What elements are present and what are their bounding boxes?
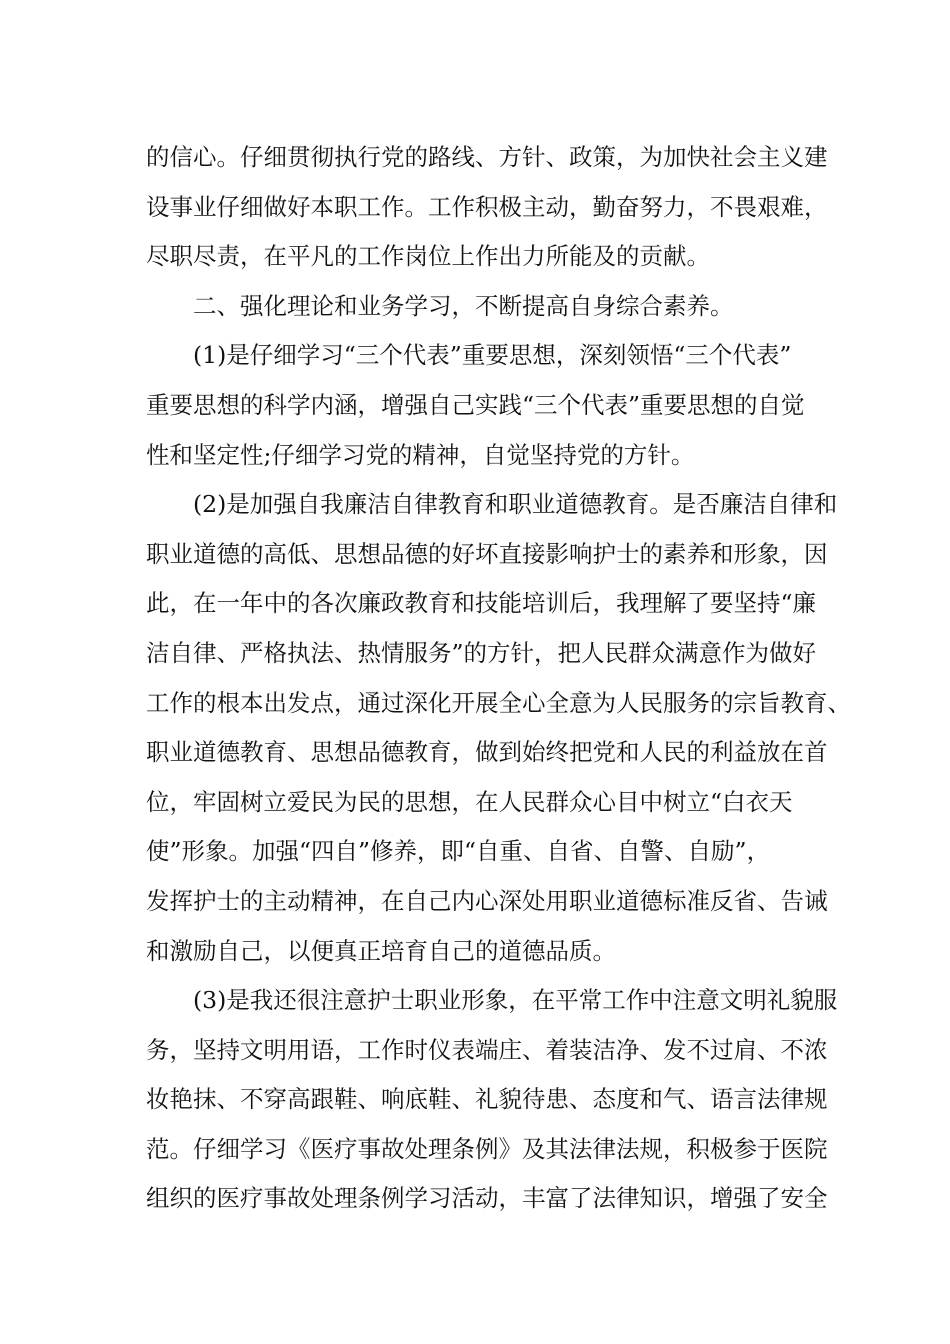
text-line: 和激励自己，以便真正培育自己的道德品质。 <box>146 936 616 965</box>
text-line: 组织的医疗事故处理条例学习活动，丰富了法律知识，增强了安全 <box>146 1184 828 1213</box>
text-line: 重要思想的科学内涵，增强自己实践“三个代表”重要思想的自觉 <box>146 390 805 419</box>
text-line: 使”形象。加强“四自”修养，即“自重、自省、自警、自励”， <box>146 837 771 866</box>
text-line: 的信心。仔细贯彻执行党的路线、方针、政策，为加快社会主义建 <box>146 143 828 171</box>
text-line: 洁自律、严格执法、热情服务”的方针，把人民群众满意作为做好 <box>146 638 817 667</box>
text-line: 务，坚持文明用语，工作时仪表端庄、着装洁净、发不过肩、不浓 <box>146 1035 828 1064</box>
text-line: 范。仔细学习《医疗事故处理条例》及其法律法规，积极参于医院 <box>146 1134 828 1163</box>
text-line: 位，牢固树立爱民为民的思想，在人民群众心目中树立“白衣天 <box>146 787 793 816</box>
text-line: (1)是仔细学习“三个代表”重要思想，深刻领悟“三个代表” <box>193 341 792 370</box>
text-line: 性和坚定性;仔细学习党的精神，自觉坚持党的方针。 <box>146 440 695 469</box>
text-line: (2)是加强自我廉洁自律教育和职业道德教育。是否廉洁自律和 <box>193 490 838 519</box>
text-line: 发挥护士的主动精神，在自己内心深处用职业道德标准反省、告诫 <box>146 886 828 915</box>
text-line: (3)是我还很注意护士职业形象，在平常工作中注意文明礼貌服 <box>193 986 838 1015</box>
text-line: 设事业仔细做好本职工作。工作积极主动，勤奋努力，不畏艰难， <box>146 192 828 221</box>
text-line: 工作的根本出发点，通过深化开展全心全意为人民服务的宗旨教育、 <box>146 688 851 717</box>
text-line: 尽职尽责，在平凡的工作岗位上作出力所能及的贡献。 <box>146 242 710 271</box>
text-line: 此，在一年中的各次廉政教育和技能培训后，我理解了要坚持“廉 <box>146 589 817 618</box>
section-heading: 二、强化理论和业务学习，不断提高自身综合素养。 <box>193 291 734 320</box>
text-line: 妆艳抹、不穿高跟鞋、响底鞋、礼貌待患、态度和气、语言法律规 <box>146 1085 828 1114</box>
document-body <box>146 133 851 1224</box>
text-line: 职业道德的高低、思想品德的好坏直接影响护士的素养和形象，因 <box>146 539 828 568</box>
text-line: 职业道德教育、思想品德教育，做到始终把党和人民的利益放在首 <box>146 738 828 767</box>
